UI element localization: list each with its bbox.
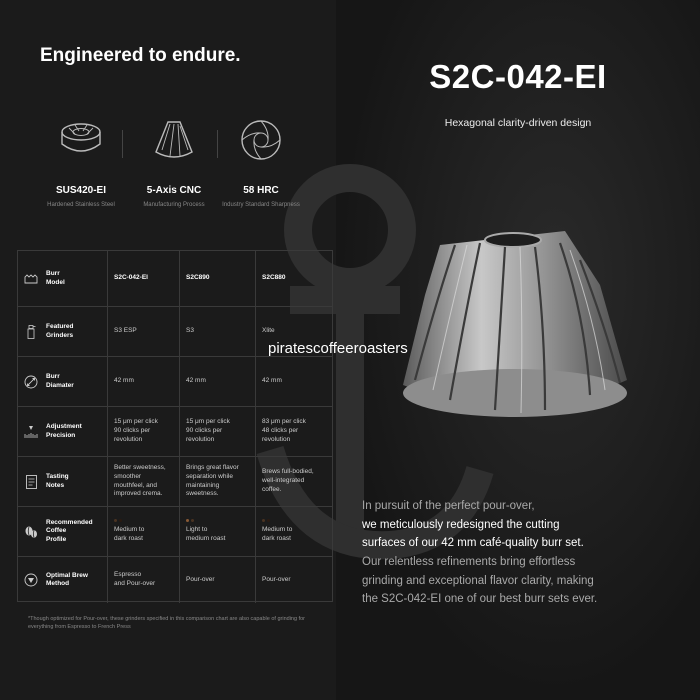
feature-subtitle: Industry Standard Sharpness [222,202,300,208]
description-line: we meticulously redesigned the cutting [362,518,560,531]
feature-title: 58 HRC [243,185,279,196]
table-cell: 15 μm per click 90 clicks per revolution [108,407,180,456]
table-header-cell: S2C-042-EI [108,251,180,306]
footnote: *Though optimized for Pour-over, these grinders specified in this comparison chart are also capable of grinding for everything from Espresso to French Press [28,616,305,631]
roast-level-dots [186,519,225,522]
burr-face-icon [239,118,283,162]
burr-profile-icon [24,272,38,286]
table-cell: Better sweetness, smoother mouthfeel, and improved crema. [108,457,180,506]
burr-cone-icon [152,118,196,162]
table-cell: S3 [180,307,256,356]
description-line: the S2C-042-EI one of our best burr sets ever. [362,593,598,606]
table-row-label: Tasting Notes [46,473,69,489]
description-line: Our relentless refinements bring effortless [362,555,576,568]
table-row-label: Recommended Coffee Profile [46,518,93,543]
burr-product-image [395,225,635,420]
table-cell: Brings great flavor separation while maintaining sweetness. [180,457,256,506]
table-row [18,407,332,457]
roast-level-dots [114,519,144,522]
roast-dot [186,519,189,522]
table-cell: 42 mm [262,377,282,385]
roast-dot [262,519,265,522]
table-cell: Light to medium roast [186,526,226,542]
table-row-label: Featured Grinders [46,323,74,339]
comparison-table [17,250,333,602]
roast-dot [114,519,117,522]
table-row [18,357,332,407]
table-cell: 42 mm [180,357,256,406]
table-header-cell: S2C880 [262,274,286,282]
feature-title: SUS420-EI [55,185,107,196]
table-row-label: Burr Diamater [46,373,74,389]
description-line: In pursuit of the perfect pour-over, [362,500,535,512]
coffee-beans-icon [24,525,38,539]
notes-icon [24,475,38,489]
roast-level-dots [262,519,292,522]
feature-title: 5-Axis CNC [146,185,202,196]
table-cell: Pour-over [180,557,256,603]
grinder-icon [24,325,38,339]
table-row-label: Burr Model [46,270,65,286]
product-description [362,497,662,609]
table-header-cell: S2C890 [180,251,256,306]
table-row [18,457,332,507]
feature-subtitle: Manufacturing Process [143,202,205,208]
table-cell: 42 mm [108,357,180,406]
diameter-icon [24,375,38,389]
product-subtitle: Hexagonal clarity-driven design [444,117,592,129]
feature-hardness [206,118,316,208]
feature-subtitle: Hardened Stainless Steel [47,202,115,208]
product-title: S2C-042-EI [429,58,607,95]
adjustment-scale-icon [24,425,38,439]
headline: Engineered to endure. [40,45,241,66]
table-row [18,507,332,557]
table-cell: 15 μm per click 90 clicks per revolution [180,407,256,456]
roast-dot [119,519,122,522]
brew-method-icon [24,573,38,587]
table-header-row [18,251,332,307]
table-cell: Brews full-bodied, well-integrated coffee. [262,468,314,493]
table-cell: 83 μm per click 48 clicks per revolution [262,418,306,443]
table-cell: Xlite [262,327,275,335]
burr-top-icon [59,118,103,162]
table-row [18,557,332,603]
table-cell: Espresso and Pour-over [108,557,180,603]
table-row-label: Adjustment Precision [46,423,82,439]
roast-dot [191,519,194,522]
description-line: grinding and exceptional flavor clarity, making [362,574,594,587]
roast-dot [267,519,270,522]
watermark-text: piratescoffeeroasters [268,340,408,357]
table-cell: Pour-over [262,575,291,583]
table-cell: Medium to dark roast [262,526,293,542]
table-row-label: Optimal Brew Method [46,571,88,587]
table-cell: S3 ESP [108,307,180,356]
description-line: surfaces of our 42 mm café-quality burr set. [362,537,584,550]
table-cell: Medium to dark roast [114,526,145,542]
